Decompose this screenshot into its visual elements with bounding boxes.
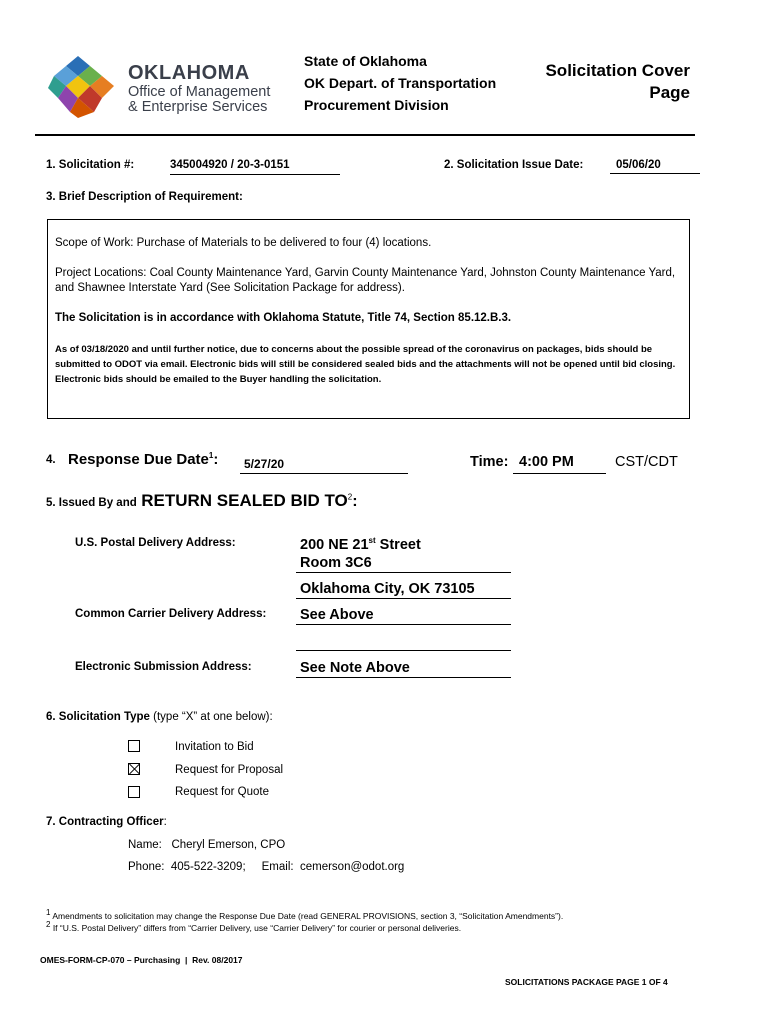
header-line-1: State of Oklahoma <box>304 53 427 69</box>
footnote-2 <box>46 920 461 933</box>
solicitation-number-label: 1. Solicitation #: <box>46 159 135 171</box>
address-underline <box>296 624 511 625</box>
issued-by-prefix: 5. Issued By and <box>46 497 137 509</box>
request-for-quote-checkbox[interactable] <box>128 786 140 798</box>
address-underline <box>296 650 511 651</box>
street-suffix: Street <box>375 536 421 553</box>
solicitation-type-label: 6. Solicitation Type <box>46 711 150 723</box>
street-ordinal: st <box>368 536 376 545</box>
logo-title: OKLAHOMA <box>128 62 250 84</box>
request-for-proposal-checkbox[interactable] <box>128 763 140 775</box>
timezone: CST/CDT <box>615 454 678 470</box>
solicitation-type-hint: (type “X” at one below): <box>149 711 273 723</box>
form-number: OMES-FORM-CP-070 – Purchasing | Rev. 08/2017 <box>40 955 243 965</box>
header-line-2: OK Depart. of Transportation <box>304 75 497 91</box>
response-due-label <box>68 451 218 468</box>
postal-address-line-1 <box>300 536 421 553</box>
postal-address-label: U.S. Postal Delivery Address: <box>75 537 236 549</box>
statute-note: The Solicitation is in accordance with Oklahoma Statute, Title 74, Section 85.12.B.3. <box>55 312 512 324</box>
invitation-to-bid-label: Invitation to Bid <box>175 741 254 753</box>
project-locations: Project Locations: Coal County Maintenance Yard, Garvin County Maintenance Yard, Johnston County Maintenance Yard, and Shawnee Interstate Yard (See Solicitation Package for address). <box>55 267 676 294</box>
page-title-line-2: Page <box>649 83 690 102</box>
time-label: Time: <box>470 454 509 470</box>
footnote-1-text: Amendments to solicitation may change the Response Due Date (read GENERAL PROVISIONS, section 3, “Solicitation Amendments”). <box>50 910 564 921</box>
carrier-address-label: Common Carrier Delivery Address: <box>75 608 267 620</box>
contracting-officer-label: 7. Contracting Officer <box>46 816 164 828</box>
footnote-1 <box>46 908 563 921</box>
logo-line-1: Office of Management <box>128 84 271 100</box>
logo-line-2: & Enterprise Services <box>128 99 268 115</box>
request-for-quote-label: Request for Quote <box>175 786 269 798</box>
contracting-officer-heading <box>46 816 167 828</box>
response-due-colon: : <box>213 451 219 468</box>
agency-header <box>304 50 496 116</box>
street-number: 200 NE 21 <box>300 536 369 553</box>
invitation-to-bid-checkbox[interactable] <box>128 740 140 752</box>
coronavirus-notice: As of 03/18/2020 and until further notice, due to concerns about the possible spread of the coronavirus on packages, bids should be submitted to ODOT via email. Electronic bids will still be considered sealed bids and the attachments will not be opened until bid closing. Electronic bids should be emailed to the Buyer handling the solicitation. <box>55 344 676 385</box>
footnote-ref-1: 1 <box>208 451 214 460</box>
address-underline <box>296 572 511 573</box>
address-underline <box>296 598 511 599</box>
response-due-date: 5/27/20 <box>240 457 408 474</box>
solicitation-type-heading <box>46 711 273 723</box>
electronic-address-label: Electronic Submission Address: <box>75 661 252 673</box>
header-divider <box>35 134 695 136</box>
logo-subtitle <box>128 85 270 115</box>
address-underline <box>296 677 511 678</box>
response-number: 4. <box>46 454 56 466</box>
issue-date-value: 05/06/20 <box>610 159 700 174</box>
postal-address-line-3: Oklahoma City, OK 73105 <box>300 581 475 597</box>
officer-phone-email: Phone: 405-522-3209; Email: cemerson@odot.org <box>128 861 405 873</box>
response-due-text: Response Due Date <box>68 451 209 468</box>
description-label: 3. Brief Description of Requirement: <box>46 191 243 203</box>
solicitation-number-value: 345004920 / 20-3-0151 <box>170 159 340 175</box>
officer-name: Name: Cheryl Emerson, CPO <box>128 839 286 851</box>
issue-date-label: 2. Solicitation Issue Date: <box>444 159 584 171</box>
electronic-address-value: See Note Above <box>300 660 410 676</box>
issued-by-heading <box>46 491 358 511</box>
return-sealed-bid-to: RETURN SEALED BID TO <box>141 491 348 510</box>
header-line-3: Procurement Division <box>304 97 449 113</box>
carrier-address-value: See Above <box>300 607 374 623</box>
page-title-line-1: Solicitation Cover <box>545 61 690 80</box>
footnote-ref-2: 2 <box>347 492 353 502</box>
footnote-2-marker: 2 <box>46 920 51 929</box>
scope-of-work: Scope of Work: Purchase of Materials to be delivered to four (4) locations. <box>55 237 432 249</box>
description-box <box>47 219 690 419</box>
request-for-proposal-label: Request for Proposal <box>175 764 284 776</box>
page-number: SOLICITATIONS PACKAGE PAGE 1 OF 4 <box>505 977 668 987</box>
footnote-2-text: If “U.S. Postal Delivery” differs from “Carrier Delivery, use “Carrier Delivery” for courier or personal deliveries. <box>50 922 462 933</box>
contracting-officer-colon: : <box>163 816 167 828</box>
footnote-1-marker: 1 <box>46 908 51 917</box>
page-title <box>520 60 690 104</box>
issued-by-colon: : <box>352 493 358 510</box>
postal-address-line-2: Room 3C6 <box>300 555 372 571</box>
time-value: 4:00 PM <box>513 454 606 474</box>
